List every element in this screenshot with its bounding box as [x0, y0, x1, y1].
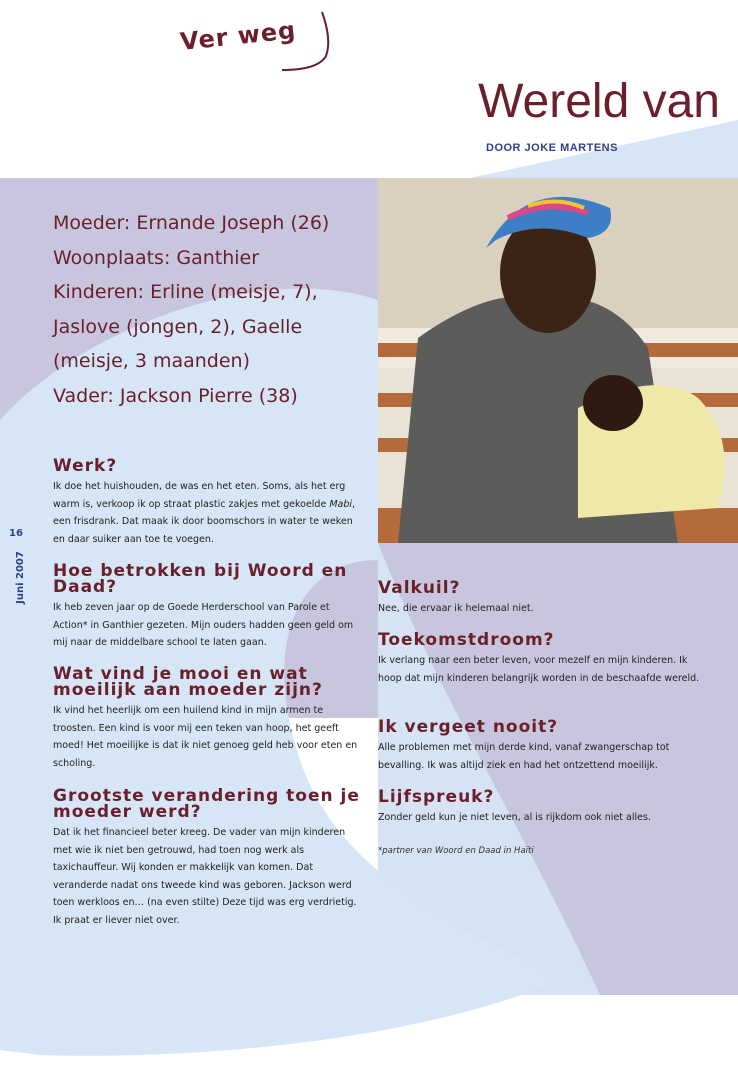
body-text: Ik doe het huishouden, de was en het eten. Soms, als het erg warm is, verkoop ik op straat plastic zakjes met gekoelde	[53, 481, 346, 510]
section-heading: Lijfspreuk?	[378, 787, 495, 807]
section-heading: Wat vind je mooi en wat moeilijk aan moeder zijn?	[53, 664, 323, 700]
section-heading: Toekomstdroom?	[378, 630, 555, 650]
section-body: Ik vind het heerlijk om een huilend kind in mijn armen te troosten. Een kind is voor mij een teken van hoop, het geeft moed! Het moeilijke is dat ik niet genoeg geld heb voor eten en scholing.	[53, 705, 358, 769]
section-lijfspreuk	[378, 789, 708, 827]
section-body: Alle problemen met mijn derde kind, vanaf zwangerschap tot bevalling. Ik was altijd ziek en had het ontzettend moeilijk.	[378, 742, 670, 771]
section-heading: Ik vergeet nooit?	[378, 717, 559, 737]
section-verandering	[53, 788, 363, 930]
section-toekomstdroom	[378, 632, 708, 687]
section-body: Zonder geld kun je niet leven, al is rijkdom ook niet alles.	[378, 812, 651, 823]
byline: DOOR JOKE MARTENS	[486, 142, 618, 154]
section-kicker: Ver weg	[178, 15, 298, 57]
section-heading: Grootste verandering toen je moeder werd?	[53, 786, 360, 822]
section-betrokken	[53, 563, 363, 652]
section-body: Ik heb zeven jaar op de Goede Herderschool van Parole et Action* in Ganthier gezeten. Mijn ouders hadden geen geld om mij naar de middelbare school te laten gaan.	[53, 602, 354, 649]
section-moeder-zijn	[53, 666, 363, 772]
section-body: Dat ik het financieel beter kreeg. De vader van mijn kinderen met wie ik niet ben getrouwd, had toen nog werk als taxichauffeur. Wij konden er makkelijk van komen. Dat veranderde nadat ons tweede kind was geboren. Jackson werd toen werkloos en… (na even stilte) Deze tijd was erg verdrietig. Ik praat er liever niet over.	[53, 827, 357, 926]
body-text: , een frisdrank. Dat maak ik door boomschors in water te weken en daar suiker aan toe te voegen.	[53, 498, 356, 545]
intro-line: Vader: Jackson Pierre (38)	[53, 384, 298, 407]
body-text-italic: Mabi	[329, 498, 353, 510]
footnote: *partner van Woord en Daad in Haïti	[378, 846, 534, 856]
page-title: Wereld van	[478, 75, 720, 128]
intro-line: (meisje, 3 maanden)	[53, 350, 251, 373]
section-heading: Hoe betrokken bij Woord en Daad?	[53, 561, 348, 597]
section-body	[53, 478, 363, 548]
intro-facts	[53, 206, 373, 414]
intro-line: Moeder: Ernande Joseph (26)	[53, 212, 330, 234]
section-valkuil	[378, 580, 708, 618]
mother-and-baby-photo	[378, 178, 738, 543]
section-body: Nee, die ervaar ik helemaal niet.	[378, 603, 534, 614]
section-werk	[53, 458, 363, 548]
intro-line: Kinderen: Erline (meisje, 7),	[53, 281, 318, 304]
intro-line: Woonplaats: Ganthier	[53, 246, 260, 269]
intro-line: Jaslove (jongen, 2), Gaelle	[53, 315, 303, 338]
section-body: Ik verlang naar een beter leven, voor mezelf en mijn kinderen. Ik hoop dat mijn kinderen belangrijk worden in de beschaafde wereld.	[378, 655, 700, 684]
page-number: 16	[9, 528, 23, 539]
section-vergeet-nooit	[378, 719, 708, 774]
section-heading: Valkuil?	[378, 578, 461, 598]
issue-date: Juni 2007	[14, 551, 26, 604]
section-heading: Werk?	[53, 456, 118, 476]
